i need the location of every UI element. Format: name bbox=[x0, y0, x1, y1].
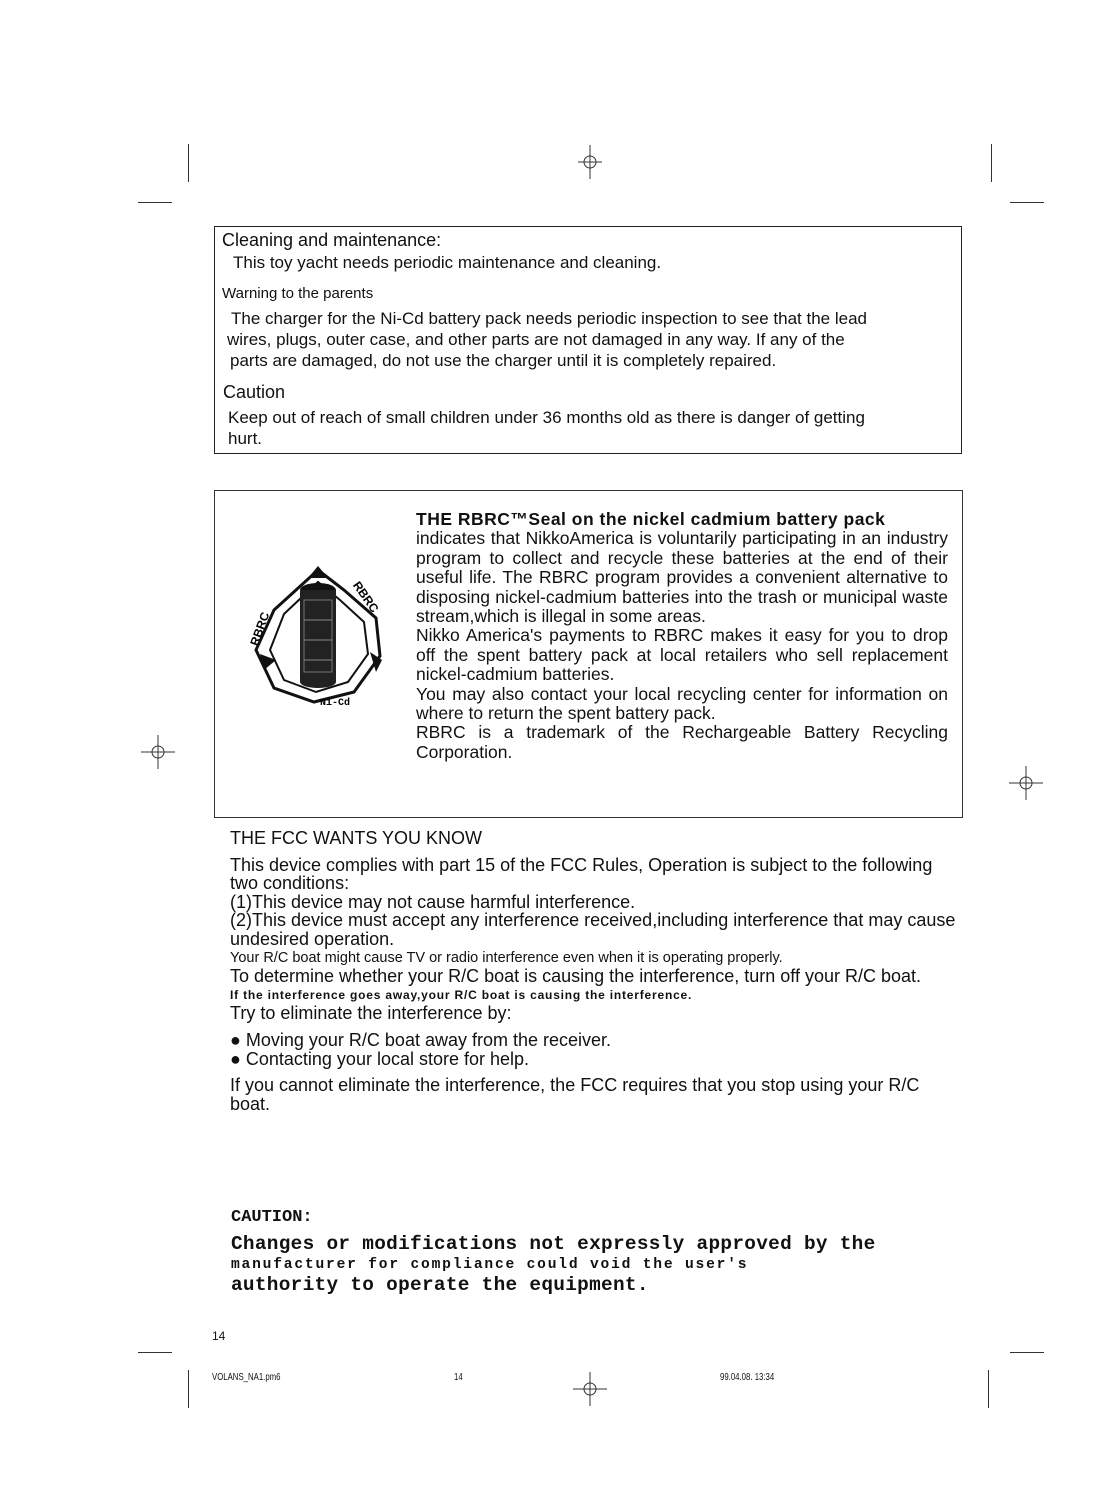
maintenance-heading: Cleaning and maintenance: bbox=[222, 230, 442, 250]
page-number: 14 bbox=[212, 1329, 226, 1343]
caution-section bbox=[231, 1208, 876, 1296]
caution-heading: Caution bbox=[223, 382, 286, 402]
crop-mark bbox=[188, 1370, 189, 1408]
bullet-icon: ● bbox=[230, 1048, 246, 1069]
warning-line: wires, plugs, outer case, and other parts are not damaged in any way. If any of the bbox=[227, 330, 845, 349]
warning-heading: Warning to the parents bbox=[222, 285, 374, 302]
caution-line: Changes or modifications not expressly approved by the bbox=[231, 1233, 876, 1255]
crop-mark bbox=[1010, 202, 1044, 203]
fcc-section bbox=[230, 829, 962, 1113]
warning-line: The charger for the Ni-Cd battery pack needs periodic inspection to see that the lead bbox=[231, 309, 867, 328]
warning-line: parts are damaged, do not use the charger until it is completely repaired. bbox=[230, 351, 777, 370]
registration-mark-icon bbox=[573, 145, 607, 179]
rbrc-seal-icon bbox=[244, 560, 392, 710]
bullet-icon: ● bbox=[230, 1029, 246, 1050]
footer-timestamp: 99.04.08. 13:34 bbox=[720, 1372, 775, 1383]
caution-line: authority to operate the equipment. bbox=[231, 1274, 649, 1296]
fcc-intro: This device complies with part 15 of the FCC Rules, Operation is subject to the following two conditions: bbox=[230, 854, 933, 894]
crop-mark bbox=[138, 202, 172, 203]
registration-mark-icon bbox=[141, 735, 175, 769]
caution-line: hurt. bbox=[228, 429, 263, 448]
fcc-goes-away: If the interference goes away,your R/C boat is causing the interference. bbox=[230, 987, 693, 1002]
caution-title: CAUTION: bbox=[231, 1208, 313, 1227]
seal-badge: Ni-Cd bbox=[320, 698, 351, 709]
caution-line: manufacturer for compliance could void the user's bbox=[231, 1257, 749, 1273]
rbrc-heading: THE RBRC™Seal on the nickel cadmium battery pack bbox=[416, 509, 886, 529]
fcc-try: Try to eliminate the interference by: bbox=[230, 1003, 512, 1024]
fcc-tv-note: Your R/C boat might cause TV or radio interference even when it is operating properly. bbox=[230, 949, 783, 966]
crop-mark bbox=[188, 144, 189, 182]
fcc-bullet: ● Contacting your local store for help. bbox=[230, 1048, 530, 1069]
crop-mark bbox=[1010, 1352, 1044, 1353]
crop-mark bbox=[988, 1370, 989, 1408]
registration-mark-icon bbox=[1009, 766, 1043, 800]
rbrc-paragraph: indicates that NikkoAmerica is voluntarily participating in an industry program to collect and recycle these batteries at the end of their useful life. The RBRC program provides a convenient alternative to disposing nickel-cadmium batteries into the trash or municipal waste stream,which is illegal in some areas. bbox=[416, 528, 948, 627]
fcc-heading: THE FCC WANTS YOU KNOW bbox=[230, 828, 482, 848]
fcc-closing: If you cannot eliminate the interference, the FCC requires that you stop using your R/C boat. bbox=[230, 1075, 920, 1114]
fcc-determine: To determine whether your R/C boat is causing the interference, turn off your R/C boat. bbox=[230, 966, 922, 987]
fcc-condition: (2)This device must accept any interference received,including interference that may cause undesired operation. bbox=[230, 910, 956, 949]
rbrc-paragraph: Nikko America's payments to RBRC makes it easy for you to drop off the spent battery pack at local retailers who sell replacement nickel-cadmium batteries. bbox=[416, 625, 948, 685]
seal-left-label: RBRC bbox=[247, 610, 273, 648]
registration-mark-icon bbox=[573, 1372, 607, 1406]
footer-page: 14 bbox=[454, 1372, 463, 1383]
rbrc-paragraph: You may also contact your local recycling center for information on where to return the spent battery pack. bbox=[416, 683, 948, 724]
crop-mark bbox=[991, 144, 992, 182]
caution-line: Keep out of reach of small children under 36 months old as there is danger of getting bbox=[228, 408, 865, 427]
rbrc-text bbox=[416, 510, 948, 762]
crop-mark bbox=[138, 1352, 172, 1353]
seal-right-label: RBRC bbox=[350, 578, 382, 616]
rbrc-paragraph: RBRC is a trademark of the Rechargeable Battery Recycling Corporation. bbox=[416, 722, 948, 762]
footer-file: VOLANS_NA1.pm6 bbox=[212, 1372, 281, 1383]
fcc-condition: (1)This device may not cause harmful interference. bbox=[230, 891, 636, 912]
maintenance-body: This toy yacht needs periodic maintenance and cleaning. bbox=[233, 253, 662, 272]
fcc-bullet: ● Moving your R/C boat away from the receiver. bbox=[230, 1029, 612, 1050]
